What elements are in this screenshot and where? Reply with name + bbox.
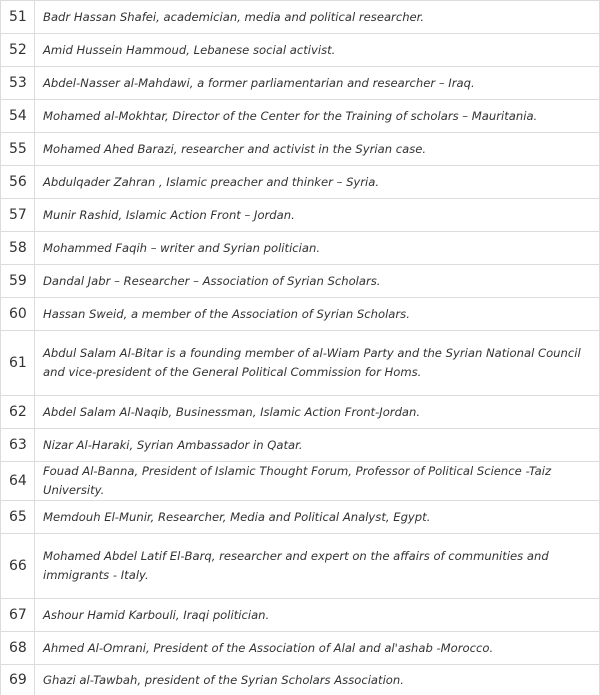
table-row — [1, 632, 600, 665]
table-row — [1, 1, 600, 34]
row-description: Hassan Sweid, a member of the Association of Syrian Scholars. — [35, 298, 600, 331]
table-row — [1, 100, 600, 133]
table-row — [1, 133, 600, 166]
row-number: 61 — [1, 331, 35, 396]
row-description: Abdel-Nasser al-Mahdawi, a former parliamentarian and researcher – Iraq. — [35, 67, 600, 100]
row-number: 66 — [1, 534, 35, 599]
row-number: 52 — [1, 34, 35, 67]
row-number: 60 — [1, 298, 35, 331]
row-description: Ghazi al-Tawbah, president of the Syrian Scholars Association. — [35, 665, 600, 695]
row-description: Munir Rashid, Islamic Action Front – Jordan. — [35, 199, 600, 232]
row-description: Ahmed Al-Omrani, President of the Association of Alal and al'ashab -Morocco. — [35, 632, 600, 665]
row-description: Badr Hassan Shafei, academician, media and political researcher. — [35, 1, 600, 34]
row-number: 57 — [1, 199, 35, 232]
table-row — [1, 429, 600, 462]
table-row — [1, 599, 600, 632]
table-row — [1, 265, 600, 298]
table-row — [1, 34, 600, 67]
table-row — [1, 534, 600, 599]
table-row — [1, 67, 600, 100]
table-row — [1, 232, 600, 265]
table-row — [1, 199, 600, 232]
row-description: Nizar Al-Haraki, Syrian Ambassador in Qatar. — [35, 429, 600, 462]
row-description: Mohamed Ahed Barazi, researcher and activist in the Syrian case. — [35, 133, 600, 166]
row-number: 54 — [1, 100, 35, 133]
row-description: Dandal Jabr – Researcher – Association of Syrian Scholars. — [35, 265, 600, 298]
row-number: 69 — [1, 665, 35, 695]
row-description: Mohamed al-Mokhtar, Director of the Center for the Training of scholars – Mauritania. — [35, 100, 600, 133]
row-description: Amid Hussein Hammoud, Lebanese social activist. — [35, 34, 600, 67]
row-description: Abdul Salam Al-Bitar is a founding member of al-Wiam Party and the Syrian National Council and vice-president of the General Political Commission for Homs. — [35, 331, 600, 396]
row-number: 64 — [1, 462, 35, 501]
row-number: 63 — [1, 429, 35, 462]
row-description: Ashour Hamid Karbouli, Iraqi politician. — [35, 599, 600, 632]
row-number: 55 — [1, 133, 35, 166]
table-row — [1, 331, 600, 396]
row-number: 62 — [1, 396, 35, 429]
row-description: Fouad Al-Banna, President of Islamic Thought Forum, Professor of Political Science -Taiz University. — [35, 462, 600, 501]
row-description: Mohammed Faqih – writer and Syrian politician. — [35, 232, 600, 265]
row-number: 65 — [1, 501, 35, 534]
row-number: 53 — [1, 67, 35, 100]
row-number: 68 — [1, 632, 35, 665]
row-number: 59 — [1, 265, 35, 298]
table-row — [1, 298, 600, 331]
row-description: Mohamed Abdel Latif El-Barq, researcher and expert on the affairs of communities and immigrants - Italy. — [35, 534, 600, 599]
table-row — [1, 462, 600, 501]
row-number: 67 — [1, 599, 35, 632]
row-number: 56 — [1, 166, 35, 199]
row-description: Abdulqader Zahran , Islamic preacher and thinker – Syria. — [35, 166, 600, 199]
row-description: Memdouh El-Munir, Researcher, Media and Political Analyst, Egypt. — [35, 501, 600, 534]
row-description: Abdel Salam Al-Naqib, Businessman, Islamic Action Front-Jordan. — [35, 396, 600, 429]
row-number: 51 — [1, 1, 35, 34]
row-number: 58 — [1, 232, 35, 265]
table-row — [1, 501, 600, 534]
table-row — [1, 396, 600, 429]
table-row — [1, 166, 600, 199]
